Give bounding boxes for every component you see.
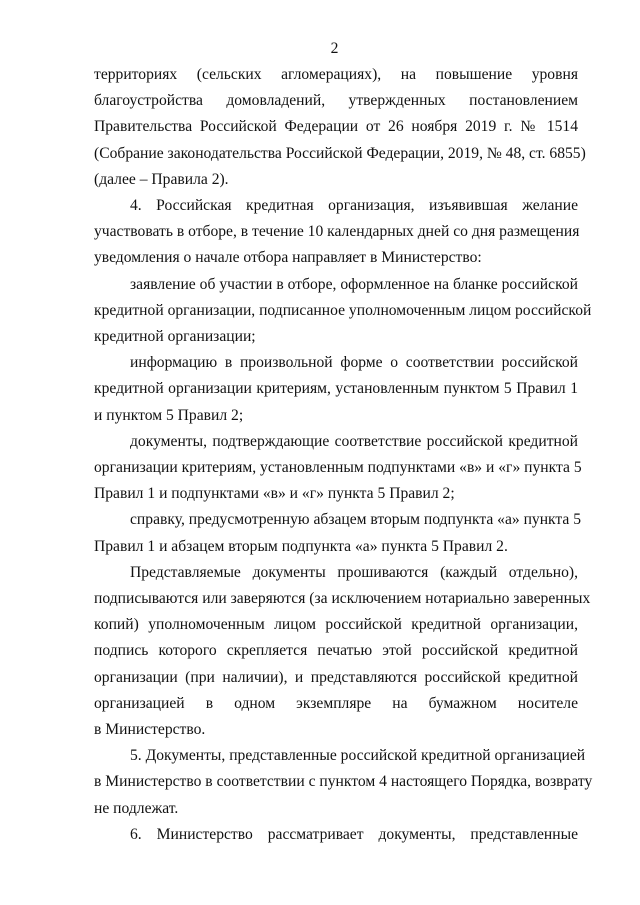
text-line: в Министерство в соответствии с пунктом 4 настоящего Порядка, возврату [94,773,593,791]
text-line: кредитной организации, подписанное уполномоченным лицом российской [94,301,592,319]
text-line: территориях (сельских агломерациях), на повышение уровня [94,66,578,83]
paragraph [94,429,582,508]
document-body [94,62,593,848]
paragraph [94,560,591,743]
text-line: подпись которого скрепляется печатью этой российской кредитной [94,642,578,660]
paragraph [94,350,578,429]
text-line: и пунктом 5 Правил 2; [94,406,244,424]
text-line: участвовать в отборе, в течение 10 календарных дней со дня размещения [94,223,580,241]
text-line: организации критериям, установленным подпунктами «в» и «г» пункта 5 [94,459,582,477]
text-line: информацию в произвольной форме о соответствии российской [130,354,578,372]
text-line: 4. Российская кредитная организация, изъявившая желание [130,197,578,215]
text-line: в Министерство. [94,721,206,739]
paragraph [94,822,578,848]
text-line: заявление об участии в отборе, оформленное на бланке российской [130,275,578,293]
text-line: справку, предусмотренную абзацем вторым подпункта «а» пункта 5 [130,511,582,529]
document-page [94,36,593,848]
text-line: (далее – Правила 2). [94,170,229,188]
paragraph [94,193,578,272]
text-line: копий) уполномоченным лицом российской кредитной организации, [94,616,578,634]
text-line: не подлежат. [94,799,179,817]
text-line: Представляемые документы прошиваются (каждый отдельно), [130,563,578,581]
paragraph [94,62,586,193]
paragraph [94,507,582,559]
text-line: Правил 1 и абзацем вторым подпункта «а» пункта 5 Правил 2. [94,537,508,555]
text-line: документы, подтверждающие соответствие российской кредитной [130,432,578,450]
text-line: подписываются или заверяются (за исключением нотариально заверенных [94,590,591,608]
text-line: (Собрание законодательства Российской Федерации, 2019, № 48, ст. 6855) [94,144,586,162]
text-line: 5. Документы, представленные российской кредитной организацией [130,747,586,765]
text-line: организацией в одном экземпляре на бумажном носителе [94,694,578,712]
text-line: 6. Министерство рассматривает документы, представленные [130,825,578,843]
text-line: кредитной организации критериям, установленным пунктом 5 Правил 1 [94,380,578,398]
paragraph [94,743,593,822]
text-line: кредитной организации; [94,328,256,346]
page-number: 2 [330,40,339,57]
text-line: Правил 1 и подпунктами «в» и «г» пункта 5 Правил 2; [94,485,455,503]
paragraph [94,272,592,351]
text-line: Правительства Российской Федерации от 26 ноября 2019 г. № 1514 [94,118,578,136]
text-line: организации (при наличии), и представляются российской кредитной [94,668,578,686]
text-line: благоустройства домовладений, утвержденных постановлением [94,92,578,110]
text-line: уведомления о начале отбора направляет в Министерство: [94,249,482,267]
